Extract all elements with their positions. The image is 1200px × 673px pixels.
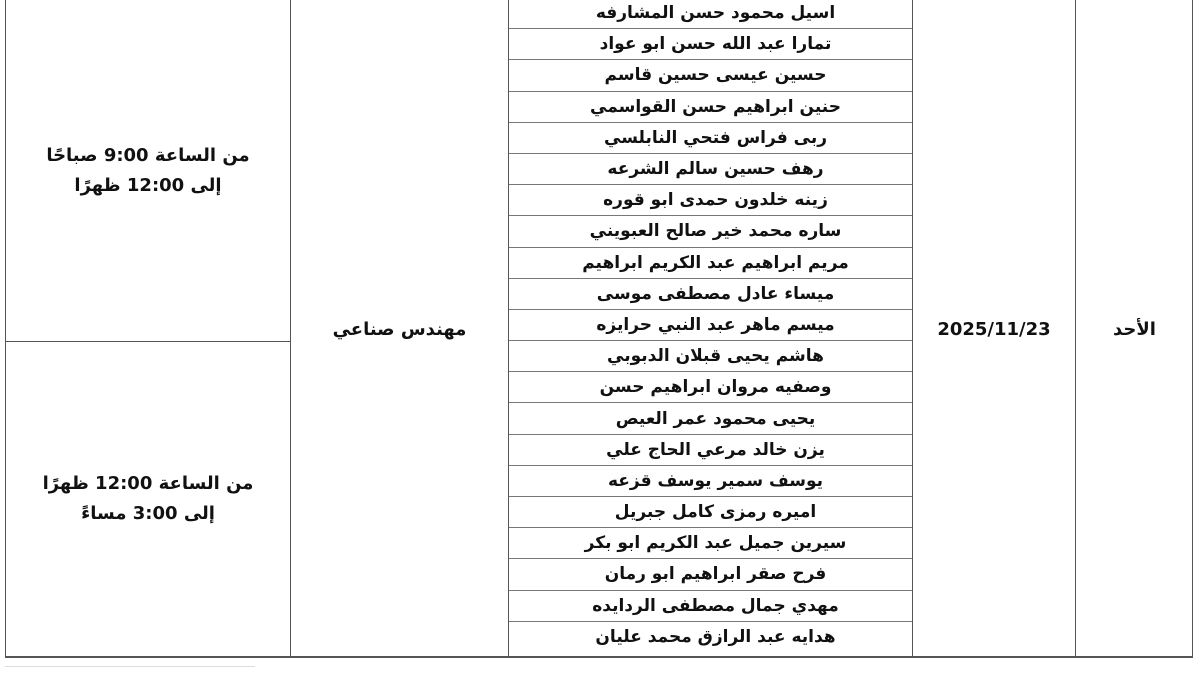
specialty-cell [291, 0, 508, 658]
names-list [508, 0, 913, 656]
name-row: ربى فراس فتحي النابلسي [509, 123, 912, 154]
time-slot-afternoon-start: من الساعة 12:00 ظهرًا [42, 473, 254, 494]
specialty-text: مهندس صناعي [332, 318, 467, 340]
name-row: مهدي جمال مصطفى الردايده [509, 591, 912, 622]
name-row: يزن خالد مرعي الحاج علي [509, 435, 912, 466]
name-row: ساره محمد خير صالح العبويني [509, 216, 912, 247]
time-slot-morning-end: إلى 12:00 ظهرًا [74, 174, 222, 196]
name-row: فرح صقر ابراهيم ابو رمان [509, 559, 912, 590]
name-row: يوسف سمير يوسف قزعه [509, 466, 912, 497]
name-row: اسيل محمود حسن المشارفه [509, 0, 912, 29]
date-cell [913, 0, 1075, 658]
day-text: الأحد [1113, 318, 1156, 340]
name-row: يحيى محمود عمر العيص [509, 403, 912, 434]
time-slot-afternoon-end: إلى 3:00 مساءً [81, 503, 215, 524]
time-slot-morning-start: من الساعة 9:00 صباحًا [46, 144, 250, 166]
page-edge-line [5, 666, 255, 667]
name-row: حنين ابراهيم حسن القواسمي [509, 92, 912, 123]
name-row: هاشم يحيى قبلان الدبوبي [509, 341, 912, 372]
name-row: تمارا عبد الله حسن ابو عواد [509, 29, 912, 60]
name-row: رهف حسين سالم الشرعه [509, 154, 912, 185]
time-slot-morning [5, 0, 291, 341]
name-row: حسين عيسى حسين قاسم [509, 60, 912, 91]
name-row: سيرين جميل عبد الكريم ابو بكر [509, 528, 912, 559]
table-bottom-border [5, 656, 1193, 657]
time-slot-afternoon [5, 342, 291, 656]
name-row: هدايه عبد الرازق محمد عليان [595, 627, 836, 648]
date-text: 2025/11/23 [937, 318, 1051, 340]
name-row: ميساء عادل مصطفى موسى [509, 279, 912, 310]
name-row: وصفيه مروان ابراهيم حسن [509, 372, 912, 403]
day-cell [1076, 0, 1193, 658]
name-row: مريم ابراهيم عبد الكريم ابراهيم [509, 248, 912, 279]
name-row: ميسم ماهر عبد النبي حرايزه [509, 310, 912, 341]
name-row: زينه خلدون حمدى ابو قوره [509, 185, 912, 216]
name-row: اميره رمزى كامل جبريل [509, 497, 912, 528]
